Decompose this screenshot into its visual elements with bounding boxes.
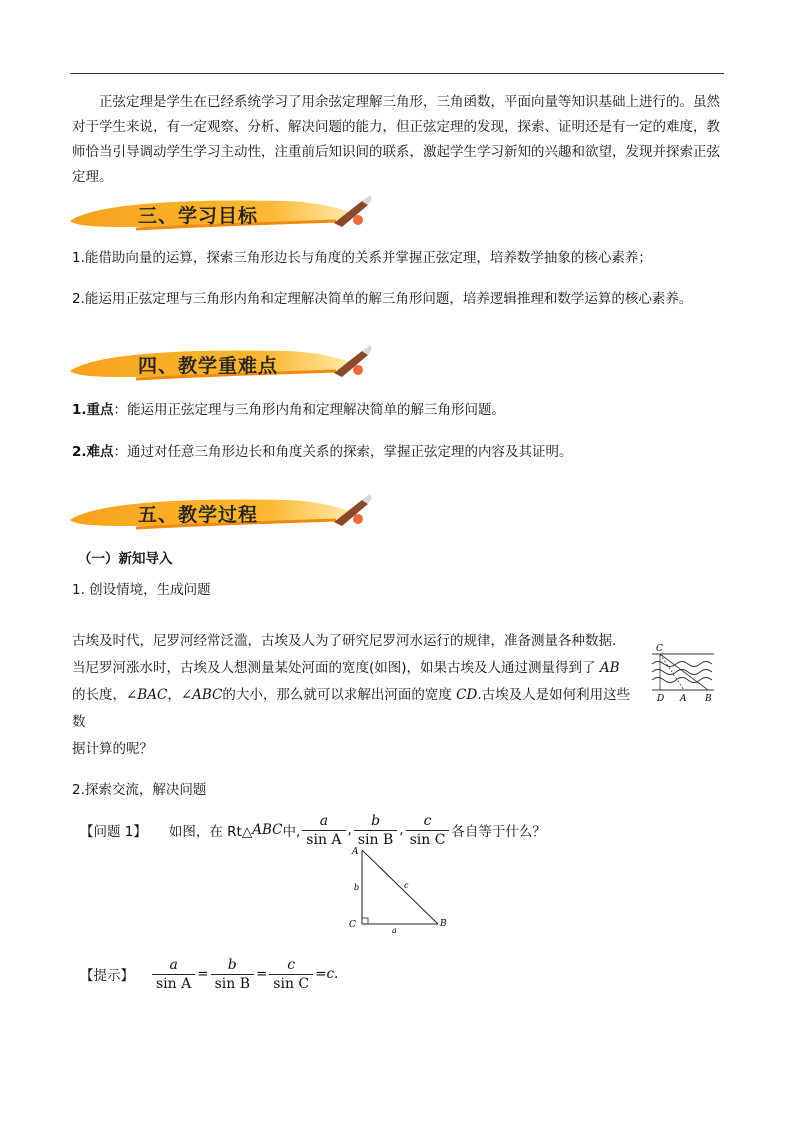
fraction-a-over-sinA: $\frac{a}{\text{sin A}}$: [302, 812, 345, 849]
triangle-label-c-vertex: C: [349, 920, 356, 930]
fraction-b-over-sinB: $\frac{b}{\text{sin B}}$: [354, 812, 397, 849]
river-label-b: B: [705, 694, 712, 704]
fraction-a-over-sinA: $\frac{a}{\text{sin A}}$: [152, 956, 195, 993]
question-text: 中,: [282, 824, 301, 840]
river-label-d: D: [657, 694, 665, 704]
math-var: ∠BAC: [126, 687, 168, 703]
keypoint-label: 1.重点: [72, 402, 114, 418]
keypoint-1: [72, 398, 724, 423]
math-var: AB: [599, 660, 620, 676]
math-var: ∠ABC: [180, 687, 223, 703]
step-2-title: 2.探索交流，解决问题: [72, 782, 207, 798]
intro-paragraph: 正弦定理是学生在已经系统学习了用余弦定理解三角形，三角函数，平面向量等知识基础上进行的。虽然对于学生来说，有一定观察、分析、解决问题的能力，但正弦定理的发现，探索、证明还是有一定的难度，教师恰当引导调动学生学习主动性，注重前后知识间的联系，激起学生学习新知的兴趣和欲望，发现并探索正弦定理。: [72, 94, 720, 185]
hint-label: 【提示】: [80, 968, 134, 984]
goal-item-2: 2.能运用正弦定理与三角形内角和定理解决简单的解三角形问题，培养逻辑推理和数学运算的核心素养。: [72, 291, 693, 307]
hint-result: c.: [326, 966, 339, 982]
story-line: 古埃及时代，尼罗河经常泛滥，古埃及人为了研究尼罗河水运行的规律，准备测量各种数据.: [72, 633, 617, 649]
goal-item-1: 1.能借助向量的运算，探索三角形边长与角度的关系并掌握正弦定理，培养数学抽象的核心素养；: [72, 250, 652, 266]
section-title: 五、教学过程: [138, 504, 259, 526]
section-title: 四、教学重难点: [138, 355, 279, 377]
keypoint-text: ：能运用正弦定理与三角形内角和定理解决简单的解三角形问题。: [113, 402, 506, 418]
subsection-title: （一）新知导入: [78, 551, 173, 567]
hint-line: 【提示】 $\frac{a}{\text{sin A}}$ = $\frac{b}{\text{sin B}}$ = $\frac{c}{\text{sin C}}$ = c.: [80, 956, 339, 992]
story-line: 当尼罗河涨水时，古埃及人想测量某处河面的宽度(如图)，如果古埃及人通过测量得到了: [72, 660, 600, 676]
section-title: 三、学习目标: [138, 205, 259, 227]
keypoint-label: 2.难点: [72, 444, 114, 460]
triangle-side-b: b: [354, 883, 360, 892]
triangle-label-a-vertex: A: [352, 847, 359, 857]
question-text: 各自等于什么？: [451, 824, 546, 840]
fraction-b-over-sinB: $\frac{b}{\text{sin B}}$: [211, 956, 254, 993]
section-banner-process: [66, 492, 376, 532]
river-label-c: C: [656, 644, 663, 654]
story-text: ，: [167, 687, 181, 703]
river-label-a: A: [680, 694, 687, 704]
question-1-line: 【问题 1】 如图，在 Rt△ ABC 中, $\frac{a}{\text{sin A}}$ , $\frac{b}{\text{sin B}}$ , $\frac{c}{\text{sin C}}$ 各自等于什么？: [80, 812, 546, 848]
triangle-side-a: a: [392, 926, 397, 934]
triangle-label-b-vertex: B: [440, 919, 447, 929]
triangle-side-c: c: [404, 881, 409, 890]
question-text: 如图，在 Rt△: [168, 824, 253, 840]
story-text: 的长度，: [72, 687, 126, 703]
story-text: .古埃及人是如何利用这些数: [72, 687, 631, 730]
story-line: 据计算的呢？: [72, 741, 153, 757]
question-label: 【问题 1】: [80, 824, 147, 840]
keypoint-text: ：通过对任意三角形边长和角度关系的探索，掌握正弦定理的内容及其证明。: [113, 444, 573, 460]
fraction-c-over-sinC: $\frac{c}{\text{sin C}}$: [269, 956, 313, 993]
right-triangle-figure: [340, 844, 460, 934]
section-banner-keypoints: [66, 343, 376, 383]
math-var: ABC: [252, 822, 283, 838]
fraction-c-over-sinC: $\frac{c}{\text{sin C}}$: [406, 812, 450, 849]
header-rule: [70, 73, 724, 74]
keypoint-2: [72, 440, 724, 465]
story-text: 的大小，那么就可以求解出河面的宽度: [222, 687, 457, 703]
story-paragraph: [72, 628, 642, 763]
step-1-title: 1. 创设情境，生成问题: [72, 582, 211, 598]
math-var: CD: [456, 687, 478, 703]
river-figure: [648, 640, 720, 706]
section-banner-goals: [66, 193, 376, 233]
